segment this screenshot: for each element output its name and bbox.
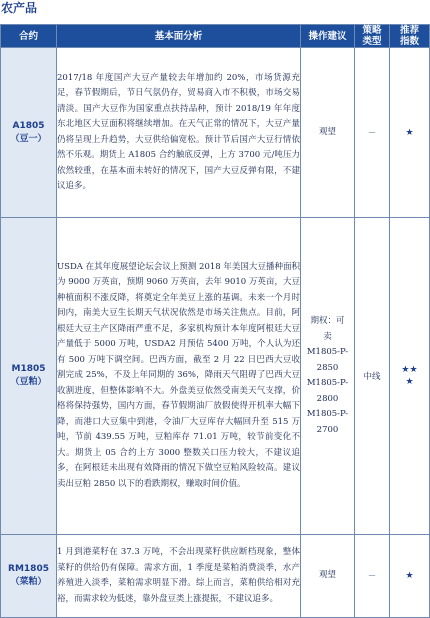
- strategy-cell: 中线: [355, 218, 390, 535]
- table-row: [1, 218, 430, 535]
- contract-name: （菜粕）: [10, 577, 47, 587]
- agri-futures-table: [0, 24, 430, 618]
- advice-line: 2700: [316, 424, 339, 435]
- rating-cell: ★: [390, 48, 430, 218]
- strategy-cell: －: [355, 48, 390, 218]
- header-rating-line1: 推荐: [399, 25, 419, 36]
- advice-line: M1805-P-: [306, 378, 349, 388]
- contract-cell: [1, 535, 57, 618]
- rating-line: ★: [405, 377, 414, 387]
- contract-code: A1805: [12, 120, 45, 131]
- advice-cell: [301, 218, 355, 535]
- advice-line: M1805-P-: [306, 409, 349, 419]
- advice-line: 卖: [323, 331, 332, 342]
- header-advice: 操作建议: [301, 25, 355, 48]
- table-header-row: [1, 25, 430, 48]
- contract-name: （豆一）: [10, 133, 47, 144]
- header-strategy-line2: 类型: [362, 36, 382, 47]
- contract-name: （豆粕）: [10, 377, 47, 387]
- contract-code: M1805: [11, 364, 46, 374]
- advice-cell: 观望: [301, 535, 355, 618]
- header-rating-line2: 指数: [399, 36, 419, 47]
- section-title: 农产品: [1, 1, 38, 15]
- header-strategy-line1: 策略: [362, 25, 382, 36]
- advice-line: 2850: [316, 362, 339, 373]
- table-row: [1, 535, 430, 618]
- analysis-cell: 1 月到港菜籽在 37.3 万吨，不会出现菜籽供应断档现象，整体菜籽的供给仍有保障。需求方面，1 季度是菜粕消费淡季，水产养殖进入淡季，菜粕需求明显下滑。综上而言，菜粕供给相对充裕，而需求较为低迷，靠外盘豆类上涨提振，不建议追多。: [57, 535, 301, 618]
- rating-line: ★★: [401, 365, 418, 375]
- analysis-cell: USDA 在其年度展望论坛会议上预测 2018 年美国大豆播种面积为 9000 万英亩，预期 9060 万英亩，去年 9010 万英亩，大豆种植面积不涨反降，将奠定全年美豆上涨的基调。未来一个月时间内，南美大豆生长期天气状况依然是市场关注焦点。目前，阿根廷大豆主产区降雨严重不足，多家机构预计本年度阿根廷大豆产量低于 5000 万吨，USDA2 月预估 5400 万吨，个人认为还有 500 万吨下调空间。巴西方面，截至 2 月 22 日巴西大豆收割完成 25%，不及上年同期的 36%，降雨天气阻碍了巴西大豆收割进度，但整体影响不大。外盘美豆依然受南美天气支撑，价格将保持强势，国内方面，春节假期油厂放假使得开机率大幅下降，而港口大豆集中到港，令油厂大豆库存大幅回升至 515 万吨，节前 439.55 万吨，豆粕库存 71.01 万吨，较节前变化不大。期货上 05 合约上方 3000 整数关口压力较大，不建议追多，在阿根廷未出现有效降雨的情况下做空豆粕风险较高。建议卖出豆粕 2850 以下的看跌期权，赚取时间价值。: [57, 218, 301, 535]
- advice-line: 期权：可: [310, 316, 345, 326]
- advice-cell: 观望: [301, 48, 355, 218]
- advice-line: 2800: [316, 393, 339, 404]
- header-strategy: [355, 25, 390, 48]
- header-contract: 合约: [1, 25, 57, 48]
- header-analysis: 基本面分析: [57, 25, 301, 48]
- header-rating: [390, 25, 430, 48]
- rating-cell: [390, 218, 430, 535]
- analysis-cell: 2017/18 年度国产大豆产量较去年增加约 20%，市场货源充足，春节假期后，节日气氛仍存，贸易商入市不积极，市场交易清淡。国产大豆作为国家重点扶持品种，预计 2018/19 年年度东北地区大豆面积将继续增加。在天气正常的情况下，大豆产量仍将呈现上升趋势，大豆供给偏宽松。预计节后国产大豆行情依然不乐观。期货上 A1805 合约触底反弹，上方 3700 元/吨压力依然较重，在基本面未转好的情况下，国产大豆反弹有限，不建议追多。: [57, 48, 301, 218]
- rating-cell: ★: [390, 535, 430, 618]
- contract-cell: [1, 48, 57, 218]
- advice-line: M1805-P-: [306, 347, 349, 357]
- strategy-cell: －: [355, 535, 390, 618]
- contract-cell: [1, 218, 57, 535]
- contract-code: RM1805: [8, 564, 49, 574]
- table-row: [1, 48, 430, 218]
